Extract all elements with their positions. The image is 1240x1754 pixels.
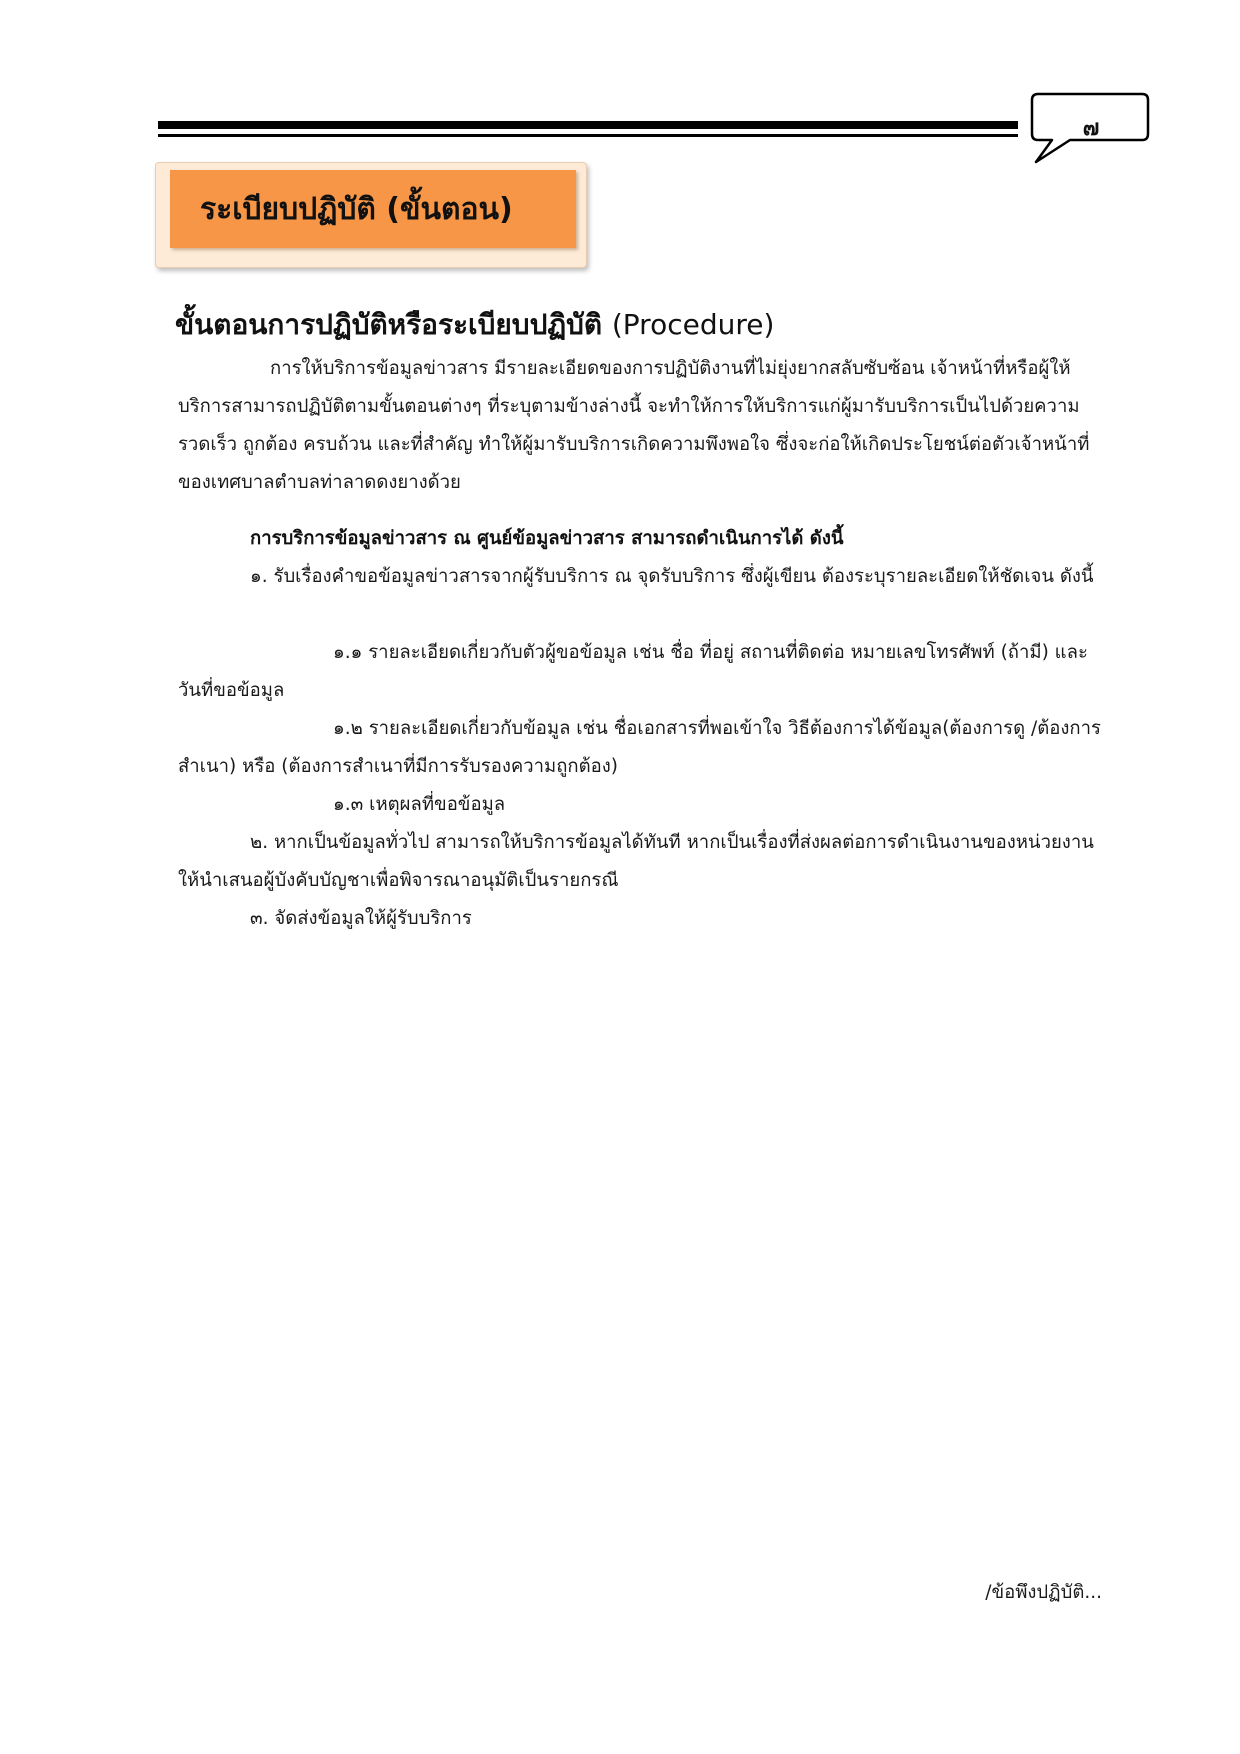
step-1-3: ๑.๓ เหตุผลที่ขอข้อมูล bbox=[333, 794, 506, 815]
step-1: ๑. รับเรื่องคำขอข้อมูลข่าวสารจากผู้รับบริการ ณ จุดรับบริการ ซึ่งผู้เขียน ต้องระบุรายละเอียดให้ชัดเจน ดังนี้ bbox=[250, 566, 1094, 587]
step-1-2: ๑.๒ รายละเอียดเกี่ยวกับข้อมูล เช่น ชื่อเอกสารที่พอเข้าใจ วิธีต้องการได้ข้อมูล(ต้องการดู /ต้องการสำเนา) หรือ (ต้องการสำเนาที่มีการรับรองความถูกต้อง) bbox=[178, 718, 1101, 777]
step-1-1: ๑.๑ รายละเอียดเกี่ยวกับตัวผู้ขอข้อมูล เช่น ชื่อ ที่อยู่ สถานที่ติดต่อ หมายเลขโทรศัพท์ (ถ้ามี) และวันที่ขอข้อมูล bbox=[178, 642, 1088, 701]
section-heading-en: (Procedure) bbox=[611, 308, 775, 341]
page-number: ๗ bbox=[1082, 116, 1100, 141]
continuation-note: /ข้อพึงปฏิบัติ... bbox=[985, 1582, 1102, 1603]
section-heading-th: ขั้นตอนการปฏิบัติหรือระเบียบปฏิบัติ bbox=[175, 308, 603, 341]
banner-title: ระเบียบปฏิบัติ (ขั้นตอน) bbox=[200, 192, 513, 227]
subheading: การบริการข้อมูลข่าวสาร ณ ศูนย์ข้อมูลข่าวสาร สามารถดำเนินการได้ ดังนี้ bbox=[250, 528, 844, 549]
step-3: ๓. จัดส่งข้อมูลให้ผู้รับบริการ bbox=[250, 908, 472, 929]
step-2: ๒. หากเป็นข้อมูลทั่วไป สามารถให้บริการข้อมูลได้ทันที หากเป็นเรื่องที่ส่งผลต่อการดำเนินงานของหน่วยงาน ให้นำเสนอผู้บังคับบัญชาเพื่อพิจารณาอนุมัติเป็นรายกรณี bbox=[178, 832, 1094, 891]
header-rule-thick bbox=[158, 121, 1018, 129]
intro-paragraph: การให้บริการข้อมูลข่าวสาร มีรายละเอียดของการปฏิบัติงานที่ไม่ยุ่งยากสลับซับซ้อน เจ้าหน้าที่หรือผู้ให้บริการสามารถปฏิบัติตามขั้นตอนต่างๆ ที่ระบุตามข้างล่างนี้ จะทำให้การให้บริการแก่ผู้มารับบริการเป็นไปด้วยความรวดเร็ว ถูกต้อง ครบถ้วน และที่สำคัญ ทำให้ผู้มารับบริการเกิดความพึงพอใจ ซึ่งจะก่อให้เกิดประโยชน์ต่อตัวเจ้าหน้าที่ ของเทศบาลตำบลท่าลาดดงยางด้วย bbox=[178, 358, 1090, 493]
section-heading bbox=[175, 303, 1075, 347]
header-rule-thin bbox=[158, 134, 1018, 137]
